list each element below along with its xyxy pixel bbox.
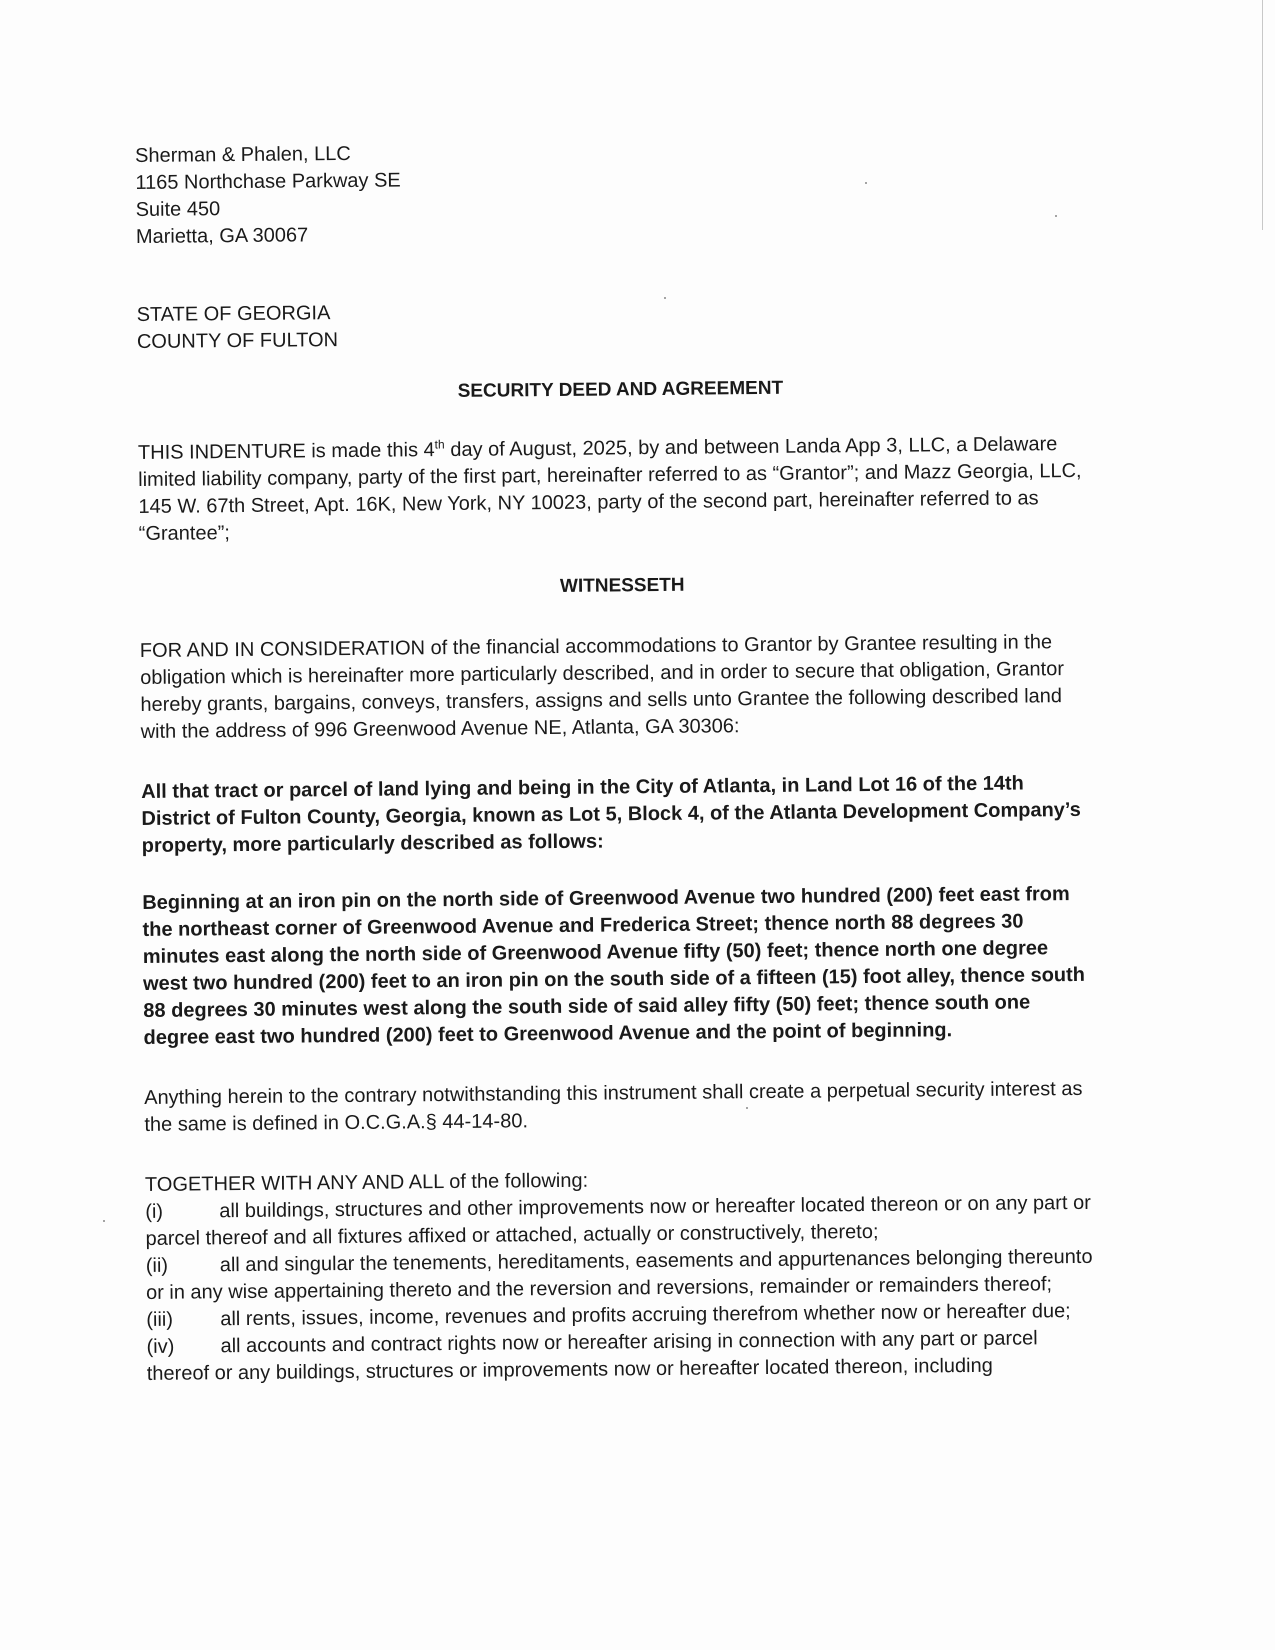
list-item-number: (iv) xyxy=(146,1335,175,1358)
list-item xyxy=(146,1325,1096,1388)
indenture-text-start: THIS INDENTURE is made this 4 xyxy=(137,439,435,464)
witnesseth-heading: WITNESSETH xyxy=(559,574,685,597)
list-item-number: (iii) xyxy=(146,1308,174,1331)
perpetual-security-paragraph: Anything herein to the contrary notwithstanding this instrument shall create a perpetual security interest as the same is defined in O.C.G.A.§ 44-14-80. xyxy=(144,1077,1083,1136)
legal-description-metes-bounds: Beginning at an iron pin on the north side of Greenwood Avenue two hundred (200) feet east from the northeast corner of Greenwood Avenue and Frederica Street; thence north 88 degrees 30 minutes east along the north side of Greenwood Avenue fifty (50) feet; thence north one degree west two hundred (200) feet to an iron pin on the south side of a fifteen (15) foot alley, thence south 88 degrees 30 minutes west along the south side of said alley fifty (50) feet; thence south one degree east two hundred (200) feet to Greenwood Avenue and the point of beginning. xyxy=(142,883,1086,1049)
jurisdiction-block xyxy=(137,293,1087,356)
list-item-text: all and singular the tenements, hereditaments, easements and appurtenances belonging thereunto or in any wise appertaining thereto and the reversion and reversions, remainder or remainders thereof; xyxy=(145,1245,1093,1304)
list-item-text: all rents, issues, income, revenues and profits accruing therefrom whether now or hereafter due; xyxy=(220,1300,1071,1331)
ordinal-suffix: th xyxy=(434,437,445,452)
consideration-paragraph: FOR AND IN CONSIDERATION of the financial accommodations to Grantor by Grantee resulting in the obligation which is hereinafter more particularly described, and in order to secure that obligation, Grantor hereby grants, bargains, conveys, transfers, assigns and sells unto Grantee the following described land with the address of 996 Greenwood Avenue NE, Atlanta, GA 30306: xyxy=(139,631,1065,743)
list-item-number: (ii) xyxy=(145,1254,169,1277)
list-item-text: all buildings, structures and other improvements now or hereafter located thereon or on any part or parcel thereof and all fixtures affixed or attached, actually or constructively, thereto; xyxy=(145,1191,1091,1250)
county-line: COUNTY OF FULTON xyxy=(136,329,339,353)
list-item xyxy=(145,1190,1095,1253)
legal-description-intro: All that tract or parcel of land lying and being in the City of Atlanta, in Land Lot 16 of the 14th District of Fulton County, Georgia, known as Lot 5, Block 4, of the Atlanta Development Company’s property, more particularly described as follows: xyxy=(141,772,1081,857)
return-address-block xyxy=(135,134,1086,251)
list-item-text: all accounts and contract rights now or hereafter arising in connection with any part or parcel thereof or any buildings, structures or improvements now or hereafter located thereon, including xyxy=(146,1327,1038,1385)
return-address-line: Suite 450 xyxy=(135,198,221,221)
indenture-paragraph xyxy=(138,431,1089,548)
return-address-line: 1165 Northchase Parkway SE xyxy=(135,169,401,194)
return-address-line: Sherman & Phalen, LLC xyxy=(135,142,351,167)
state-line: STATE OF GEORGIA xyxy=(136,302,331,326)
return-address-line: Marietta, GA 30067 xyxy=(135,224,309,248)
scan-speck xyxy=(103,1220,105,1222)
document-body xyxy=(135,134,1097,1388)
scan-edge-line xyxy=(1262,0,1263,230)
list-item-number: (i) xyxy=(145,1200,164,1223)
together-with-heading: TOGETHER WITH ANY AND ALL of the following: xyxy=(144,1169,589,1196)
document-title: SECURITY DEED AND AGREEMENT xyxy=(457,377,784,402)
list-item xyxy=(146,1244,1096,1307)
indenture-text-rest: day of August, 2025, by and between Landa App 3, LLC, a Delaware limited liability company, party of the first part, hereinafter referred to as “Grantor”; and Mazz Georgia, LLC, 145 W. 67th Street, Apt. 16K, New York, NY 10023, party of the second part, hereinafter referred to as “Grantee”; xyxy=(138,433,1082,545)
